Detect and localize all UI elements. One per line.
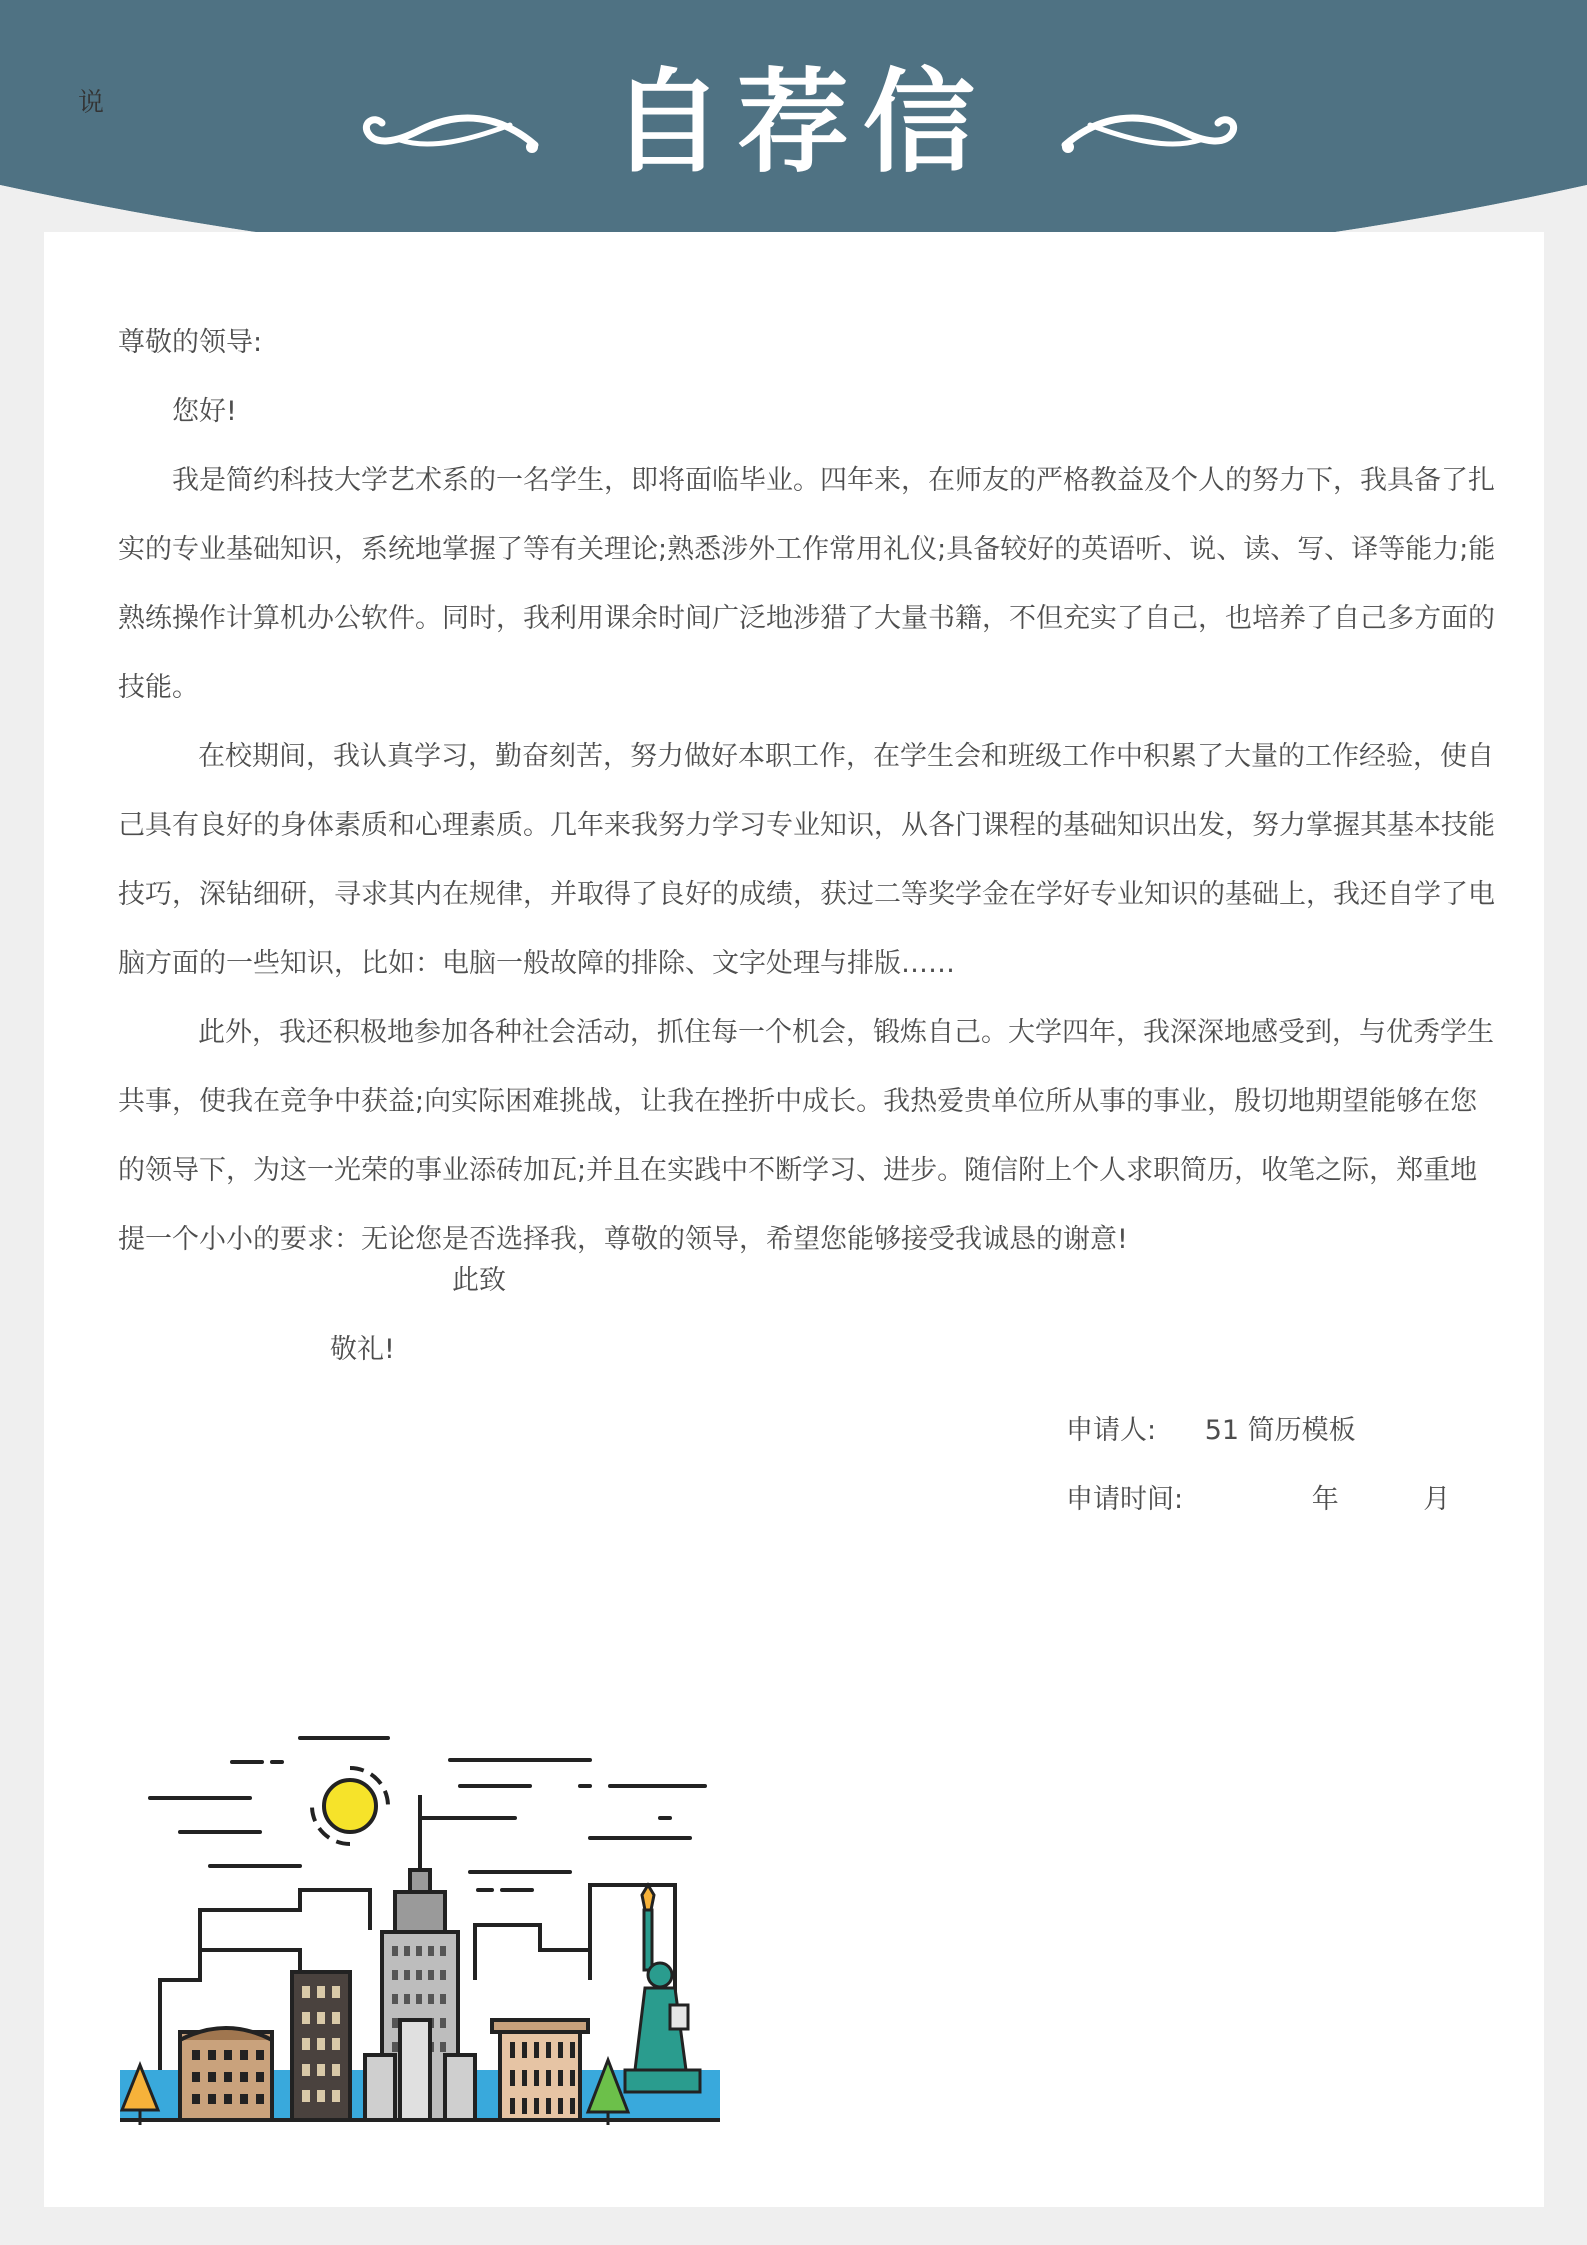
salutation: 尊敬的领导: [118,327,263,358]
paragraph-1: 我是简约科技大学艺术系的一名学生，即将面临毕业。四年来，在师友的严格教益及个人的努力下，我具备了扎实的专业基础知识，系统地掌握了等有关理论;熟悉涉外工作常用礼仪;具备较好的英语听、说、读、写、译等能力;能熟练操作计算机办公软件。同时，我利用课余时间广泛地涉猎了大量书籍，不但充实了自己，也培养了自己多方面的技能。 [118,465,1496,703]
year-label: 年 [1311,1484,1339,1515]
sun [324,1780,376,1832]
applicant-row [1066,1408,1356,1447]
closing-jing-li: 敬礼! [330,1334,395,1365]
applicant-name: 51 简历模板 [1204,1415,1356,1446]
closing-ci-zhi: 此致 [452,1265,506,1296]
left-swirl-ornament [360,95,540,165]
letter-body [118,308,1498,1274]
city-skyline-illustration [120,1720,730,2140]
date-label: 申请时间: [1066,1484,1184,1515]
page-title: 自荐信 [611,57,989,188]
statue-of-liberty [625,1885,700,2092]
right-swirl-ornament [1060,95,1240,165]
paragraph-2: 在校期间，我认真学习，勤奋刻苦，努力做好本职工作，在学生会和班级工作中积累了大量的工作经验，使自己具有良好的身体素质和心理素质。几年来我努力学习专业知识，从各门课程的基础知识出发，努力掌握其基本技能技巧，深钻细研，寻求其内在规律，并取得了良好的成绩，获过二等奖学金在学好专业知识的基础上，我还自学了电脑方面的一些知识，比如：电脑一般故障的排除、文字处理与排版…… [118,741,1495,979]
corner-text: 说 [78,88,105,118]
date-row [1066,1477,1450,1516]
greeting: 您好! [172,396,237,427]
applicant-label: 申请人: [1066,1415,1157,1446]
month-label: 月 [1423,1484,1451,1515]
paragraph-3: 此外，我还积极地参加各种社会活动，抓住每一个机会，锻炼自己。大学四年，我深深地感受到，与优秀学生共事，使我在竞争中获益;向实际困难挑战，让我在挫折中成长。我热爱贵单位所从事的事业，殷切地期望能够在您的领导下，为这一光荣的事业添砖加瓦;并且在实践中不断学习、进步。随信附上个人求职简历，收笔之际，郑重地提一个小小的要求：无论您是否选择我，尊敬的领导，希望您能够接受我诚恳的谢意! [118,1017,1494,1255]
title-banner [360,55,1240,190]
